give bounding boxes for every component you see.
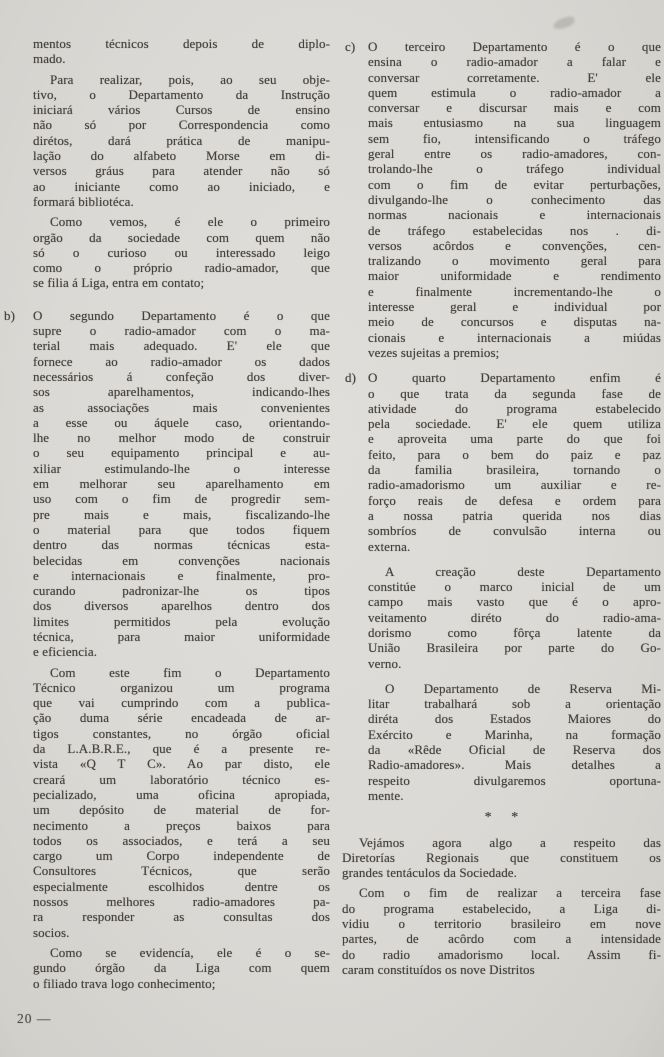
text-line: de tráfego estabelecidas nos . di- <box>368 222 661 238</box>
paragraph <box>33 945 330 991</box>
paragraph <box>342 681 661 803</box>
text-line: dentro das normas técnicas esta- <box>33 537 330 553</box>
list-item-d <box>342 370 661 554</box>
text-line: lação do alfabeto Morse em di- <box>33 148 330 164</box>
text-line: O quarto Departamento enfim é <box>368 370 661 386</box>
text-line: forço reais de defesa e ordem para <box>368 492 661 508</box>
paragraph-lines <box>33 36 330 67</box>
text-line: supre o radio-amador com o ma- <box>33 323 330 339</box>
text-line: vezes sujeitas a premios; <box>368 344 500 360</box>
paragraph-lines <box>342 835 661 881</box>
text-line: a esse ou áquele caso, orientando- <box>33 414 330 430</box>
text-line: pre mais e mais, fiscalizando-lhe <box>33 506 330 522</box>
text-line: limites permitidos pela evolução <box>33 613 330 629</box>
text-line: diréta dos Estados Maiores do <box>368 711 661 727</box>
text-line: externa. <box>368 538 411 554</box>
paragraph <box>33 72 330 210</box>
text-line: e aproveita uma parte do que foi <box>368 431 661 447</box>
text-line: campo mais vasto que é o apro- <box>368 594 661 610</box>
text-line: a nossa patria querida nos dias <box>368 507 661 523</box>
text-line: sombríos de convulsão interna ou <box>368 523 661 539</box>
text-line: técnica, para maior uniformidade <box>33 628 330 644</box>
text-line: O terceiro Departamento é o que <box>368 39 661 54</box>
text-line: um depósito de material de for- <box>33 802 330 818</box>
text-line: partes, de acôrdo com a intensidade <box>342 931 661 947</box>
text-line: Como se evidencía, ele é o se- <box>50 944 330 960</box>
text-line: quem estimula o radio-amador a <box>368 84 661 100</box>
paragraph-lines <box>368 39 661 360</box>
text-line: lhe no melhor modo de construir <box>33 430 330 446</box>
text-line: as associações mais convenientes <box>33 399 330 415</box>
paragraph <box>33 214 330 290</box>
text-line: do programa estabelecido, a Liga di- <box>342 900 661 916</box>
text-line: pecializado, uma oficina apropiada, <box>33 786 330 802</box>
text-line: da L.A.B.R.E., que é a presente re- <box>33 741 330 757</box>
text-line: e internacionais e finalmente, pro- <box>33 567 330 583</box>
right-text-column <box>342 39 661 982</box>
text-line: divulgando-lhe o conhecimento das <box>368 191 661 207</box>
paragraph-lines <box>342 885 661 977</box>
text-line: Exército e Marinha, na formação <box>368 726 661 742</box>
left-text-column <box>4 36 330 996</box>
text-line: fornece ao radio-amador os dados <box>33 353 330 369</box>
text-line: caram constituídos os nove Distritos <box>342 961 535 977</box>
text-line: em melhorar seu aparelhamento em <box>33 476 330 492</box>
text-line: feito, para o bem do paiz e paz <box>368 446 661 462</box>
text-line: conversar corretamente. E' ele <box>368 69 661 85</box>
paragraph <box>33 36 330 67</box>
text-line: verno. <box>368 655 402 671</box>
text-line: necessários á confeção dos diver- <box>33 368 330 384</box>
text-line: radio-amadorismo um auxiliar e re- <box>368 477 661 493</box>
text-line: tigos constantes, no órgão oficial <box>33 725 330 741</box>
text-line: se filia á Liga, entra em contato; <box>33 275 205 291</box>
text-line: interesse geral e individual por <box>368 299 661 315</box>
text-line: mais entusiasmo na sua linguagem <box>368 115 661 131</box>
text-line: meio de concursos e disputas na- <box>368 314 661 330</box>
text-line: todos os associados, e terá a seu <box>33 832 330 848</box>
text-line: Técnico organizou um programa <box>33 679 330 695</box>
list-item-c <box>342 39 661 360</box>
text-line: Com o fim de realizar a terceira fase <box>359 885 661 901</box>
text-line: cionais e internacionais a miúdas <box>368 329 661 345</box>
text-line: litar trabalhará sob a orientação <box>368 696 661 712</box>
text-line: constitúe o marco inicial de um <box>368 579 661 595</box>
paragraph <box>33 665 330 940</box>
paragraph-lines <box>368 681 661 803</box>
text-line: gundo órgão da Liga com quem <box>33 960 330 976</box>
paragraph <box>342 564 661 671</box>
text-line: uso com o fim de progredir sem- <box>33 491 330 507</box>
text-line: xiliar estimulando-lhe o interesse <box>33 460 330 476</box>
text-line: e finalmente incrementando-lhe o <box>368 283 661 299</box>
text-line: conversar e discursar mais e com <box>368 100 661 116</box>
text-line: curando padronizar-lhe os tipos <box>33 583 330 599</box>
text-line: necimento a preços baixos para <box>33 817 330 833</box>
text-line: nossos melhores radio-amadores pa- <box>33 894 330 910</box>
text-line: iniciará vários Cursos de ensino <box>33 102 330 118</box>
text-line: mente. <box>368 787 404 803</box>
text-line: cargo um Corpo independente de <box>33 848 330 864</box>
paragraph-lines <box>33 308 330 660</box>
text-line: sos aparelhamentos, indicando-lhes <box>33 384 330 400</box>
text-line: da «Rêde Oficial de Reserva dos <box>368 742 661 758</box>
page-number: 20 — <box>17 1011 52 1026</box>
text-line: União Brasileira por parte do Go- <box>368 640 661 656</box>
text-line: veitamento diréto do radio-ama- <box>368 609 661 625</box>
text-line: da familia brasileira, tornando o <box>368 462 661 478</box>
scan-smudge-artifact <box>552 15 576 31</box>
text-line: trolando-lhe o tráfego individual <box>368 161 661 177</box>
text-line: belecidas em convenções nacionais <box>33 552 330 568</box>
text-line: ensina o radio-amador a falar e <box>368 54 661 70</box>
text-line: e eficiencia. <box>33 644 98 660</box>
text-line: ao iniciante como ao iniciado, e <box>33 178 330 194</box>
text-line: A creação deste Departamento <box>385 563 661 579</box>
text-line: geral entre os radio-amadores, con- <box>368 146 661 162</box>
paragraph-lines <box>33 945 330 991</box>
text-line: vidiu o territorio brasileiro em nove <box>342 916 661 932</box>
text-line: dirétos, dará prática de manipu- <box>33 132 330 148</box>
text-line: sem fio, intensificando o tráfego <box>368 130 661 146</box>
text-line: não só por Correspondencia como <box>33 117 330 133</box>
text-line: Para realizar, pois, ao seu obje- <box>50 71 330 87</box>
list-item-marker: b) <box>4 307 16 323</box>
paragraph <box>342 835 661 881</box>
text-line: formará bibliotéca. <box>33 193 134 209</box>
paragraph-lines <box>368 564 661 671</box>
text-line: pela sociedade. E' ele quem utiliza <box>368 416 661 432</box>
text-line: do radio amadorismo local. Assim fi- <box>342 946 661 962</box>
text-line: creará um laboratório técnico es- <box>33 771 330 787</box>
list-item-marker: c) <box>345 39 356 54</box>
text-line: O Departamento de Reserva Mi- <box>385 680 661 696</box>
text-line: orgão da sociedade com quem não <box>33 229 330 245</box>
text-line: maior uniformidade e rendimento <box>368 268 661 284</box>
list-item-marker: d) <box>345 370 357 386</box>
text-line: o que trata da segunda fase de <box>368 385 661 401</box>
paragraph <box>342 885 661 977</box>
text-line: o filiado trava logo conhecimento; <box>33 975 216 991</box>
text-line: respeito divulgaremos oportuna- <box>368 772 661 788</box>
text-line: grandes tentáculos da Sociedade. <box>342 865 518 881</box>
text-line: vista «Q T C». Ao par disto, ele <box>33 756 330 772</box>
text-line: O segundo Departamento é o que <box>33 307 330 323</box>
text-line: Com este fim o Departamento <box>50 664 330 680</box>
text-line: socios. <box>33 924 70 940</box>
text-line: com o fim de evitar perturbações, <box>368 176 661 192</box>
text-line: Vejámos agora algo a respeito das <box>359 834 661 850</box>
text-line: Consultores Técnicos, que serão <box>33 863 330 879</box>
paragraph-lines <box>33 72 330 210</box>
text-line: como o próprio radio-amador, que <box>33 260 330 276</box>
text-line: ra responder as consultas dos <box>33 909 330 925</box>
text-line: ção duma série encadeada de ar- <box>33 710 330 726</box>
text-line: o material para que todos fiquem <box>33 521 330 537</box>
paragraph-lines <box>33 214 330 290</box>
text-line: Diretorías Regionais que constituem os <box>342 849 661 865</box>
text-line: especialmente escolhidos dentre os <box>33 878 330 894</box>
list-item-b <box>4 307 330 660</box>
text-line: versos gráus para atender não só <box>33 163 330 179</box>
text-line: Radio-amadores». Mais detalhes a <box>368 757 661 773</box>
asterisk-separator: * * <box>484 810 519 826</box>
text-line: tivo, o Departamento da Instrução <box>33 86 330 102</box>
text-line: normas nacionais e internacionais <box>368 207 661 223</box>
text-line: tralizando o movimento geral para <box>368 253 661 269</box>
text-line: mado. <box>33 51 66 67</box>
paragraph-lines <box>33 665 330 940</box>
text-line: mentos técnicos depois de diplo- <box>33 36 330 51</box>
text-line: que vai cumprindo com a publica- <box>33 695 330 711</box>
paragraph-lines <box>368 370 661 554</box>
text-line: só o curioso ou interessado leigo <box>33 244 330 260</box>
text-line: versos acôrdos e convenções, cen- <box>368 237 661 253</box>
text-line: o seu equipamento principal e au- <box>33 445 330 461</box>
text-line: dorismo como fôrça latente da <box>368 624 661 640</box>
text-line: Como vemos, é ele o primeiro <box>50 214 330 230</box>
text-line: terial mais adequado. E' ele que <box>33 338 330 354</box>
text-line: atividade do programa estabelecido <box>368 400 661 416</box>
text-line: dos diversos aparelhos dentro dos <box>33 598 330 614</box>
